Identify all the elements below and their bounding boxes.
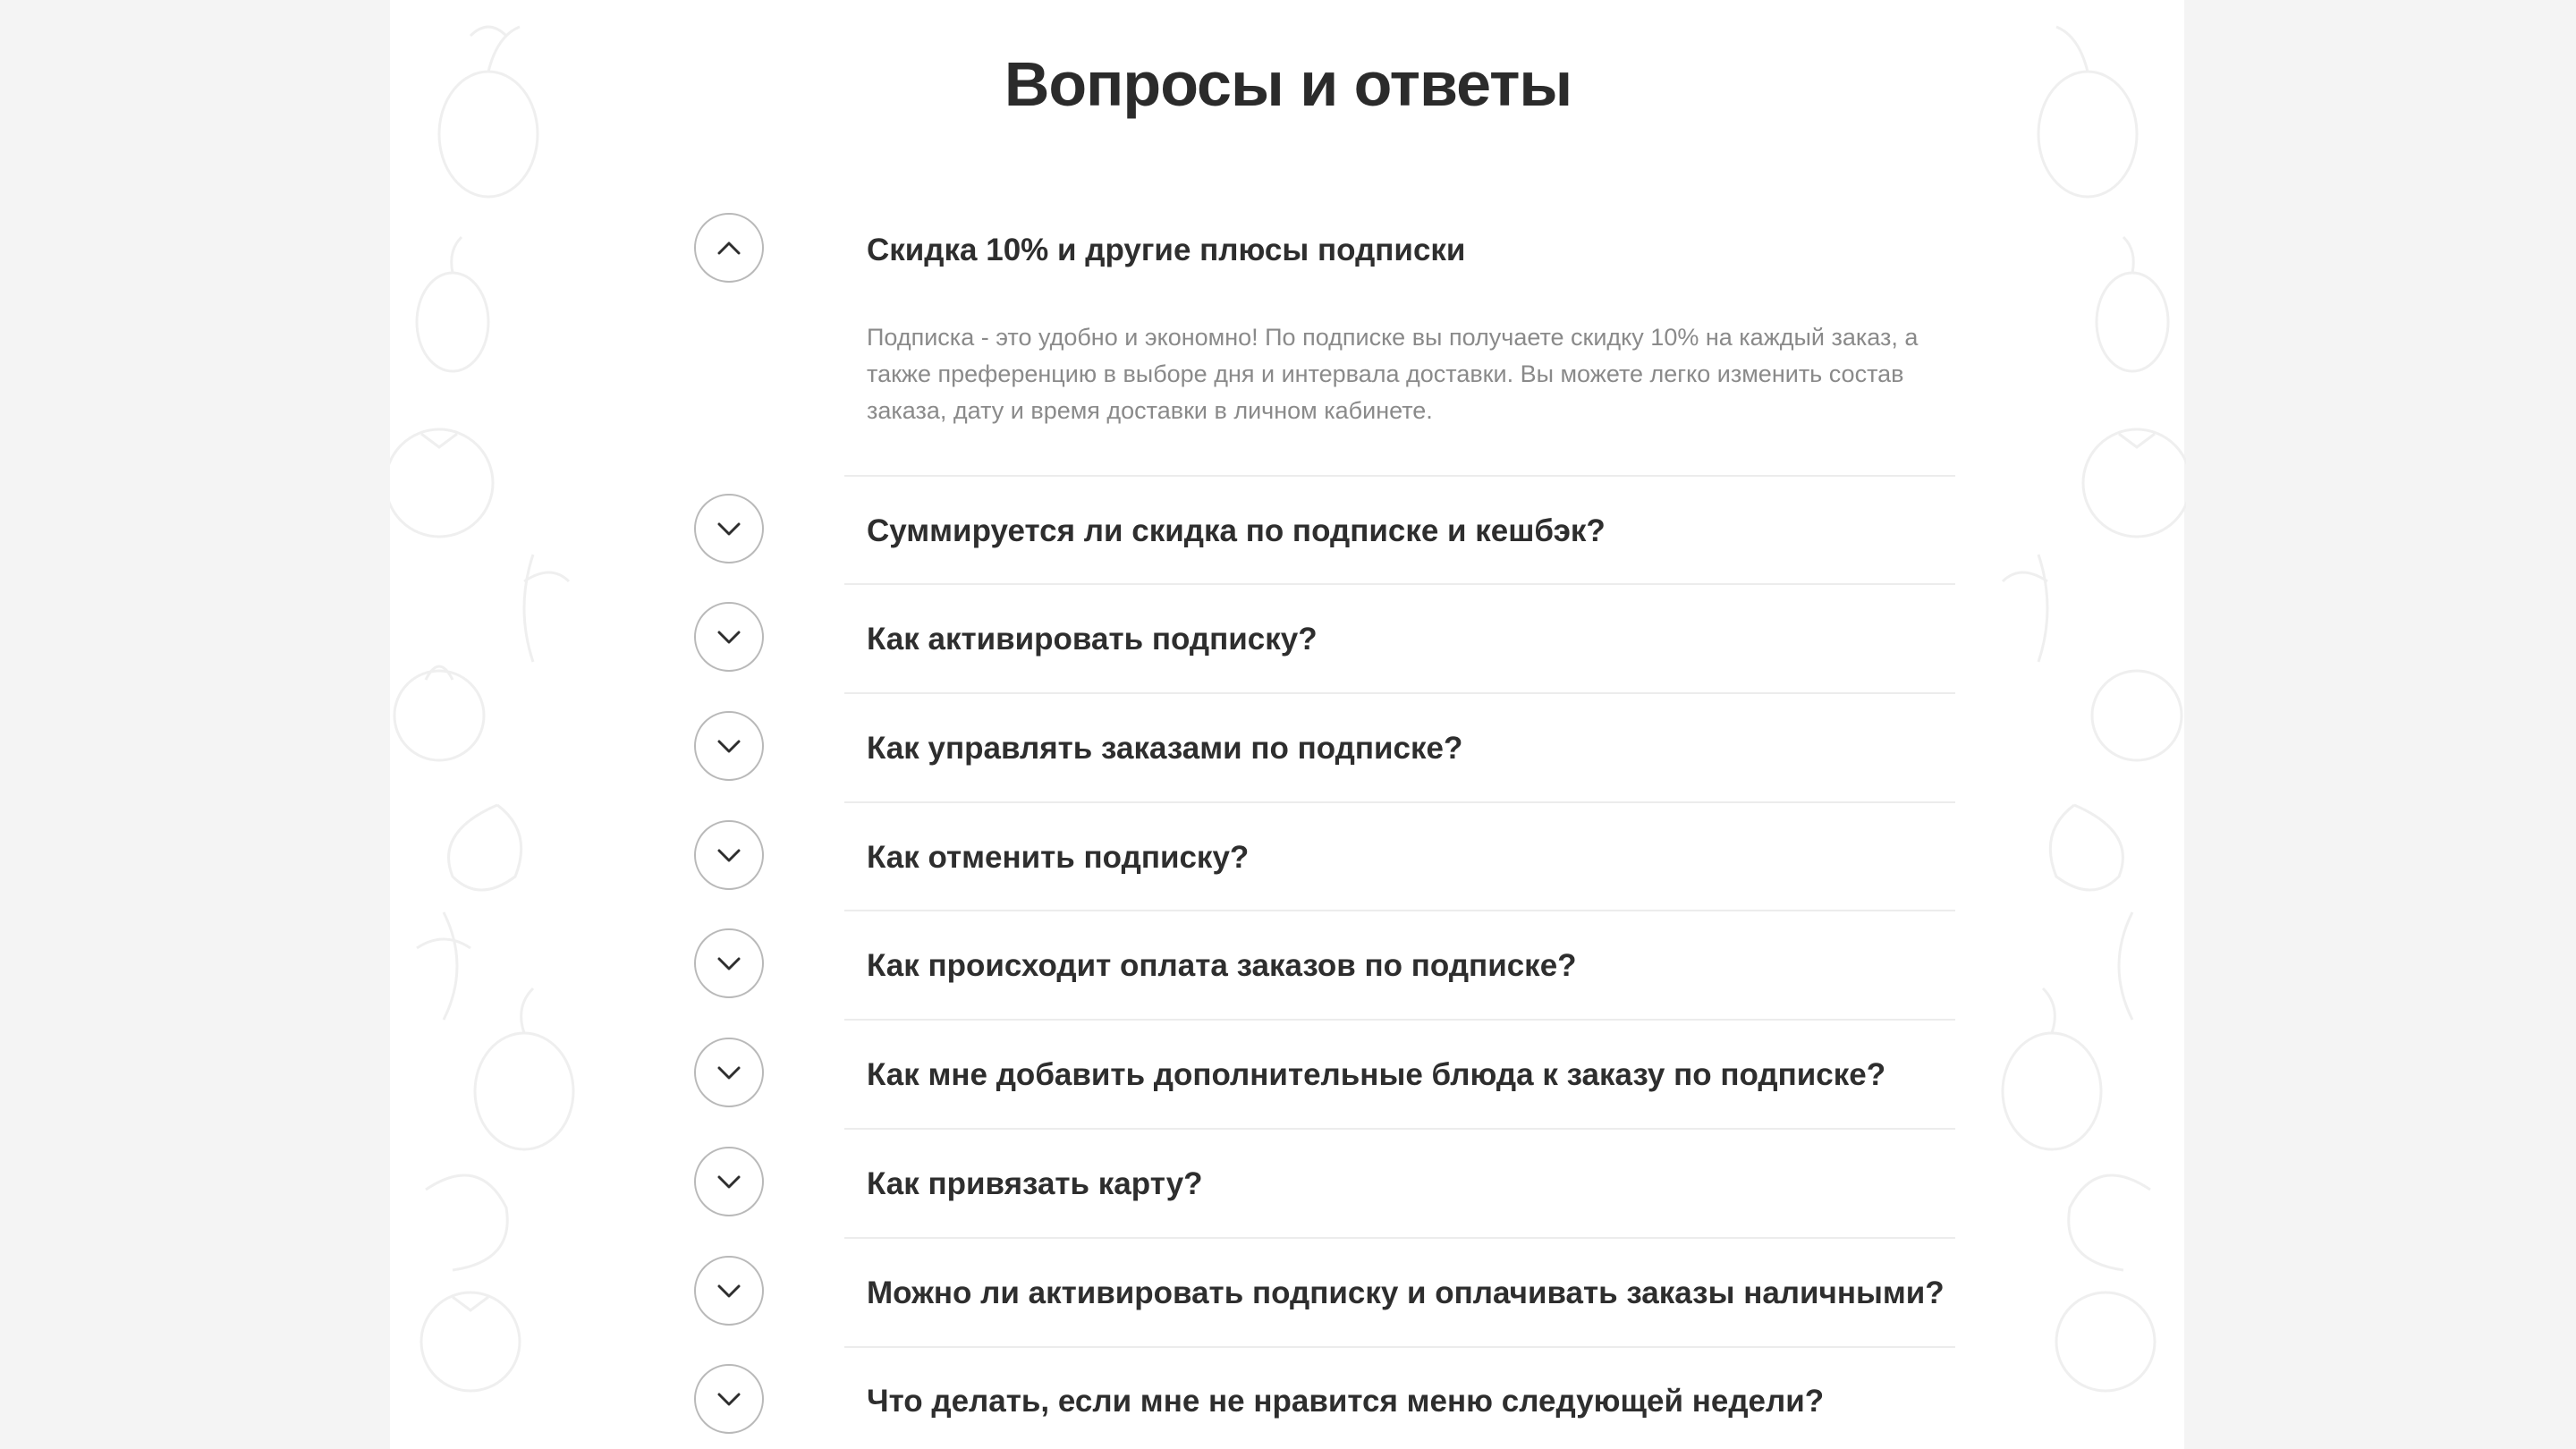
faq-divider [844, 475, 1955, 477]
faq-question[interactable]: Как отменить подписку? [867, 840, 1250, 875]
chevron-down-icon [717, 739, 741, 753]
chevron-down-icon [717, 848, 741, 862]
faq-answer: Подписка - это удобно и экономно! По подписке вы получаете скидку 10% на каждый заказ, а также преференцию в выборе дня и интервала доставки. Вы можете легко изменить состав заказа, дату и время доставки в личном кабинете. [867, 324, 1919, 424]
left-vegetable-pattern [390, 0, 591, 1449]
faq-toggle-button[interactable] [694, 494, 764, 564]
vegetable-pattern-icon [1985, 0, 2186, 1449]
faq-divider [844, 692, 1955, 694]
faq-toggle-button[interactable] [694, 820, 764, 890]
left-margin [0, 0, 390, 1449]
faq-toggle-button[interactable] [694, 213, 764, 283]
faq-question[interactable]: Как привязать карту? [867, 1166, 1203, 1201]
faq-toggle-button[interactable] [694, 711, 764, 781]
chevron-down-icon [717, 521, 741, 536]
faq-question[interactable]: Скидка 10% и другие плюсы подписки [867, 233, 1466, 267]
page-title: Вопросы и ответы [1004, 49, 1572, 119]
right-margin [2184, 0, 2576, 1449]
faq-toggle-button[interactable] [694, 1147, 764, 1216]
faq-divider [844, 910, 1955, 911]
chevron-down-icon [717, 1392, 741, 1406]
faq-divider [844, 801, 1955, 803]
right-vegetable-pattern [1985, 0, 2186, 1449]
faq-question[interactable]: Что делать, если мне не нравится меню следующей недели? [867, 1384, 1825, 1419]
faq-question[interactable]: Как мне добавить дополнительные блюда к заказу по подписке? [867, 1057, 1886, 1092]
chevron-down-icon [717, 1284, 741, 1298]
faq-question[interactable]: Суммируется ли скидка по подписке и кешбэк? [867, 513, 1606, 548]
faq-toggle-button[interactable] [694, 602, 764, 672]
faq-divider [844, 1019, 1955, 1021]
faq-divider [844, 1237, 1955, 1239]
faq-question[interactable]: Как управлять заказами по подписке? [867, 731, 1463, 766]
faq-divider [844, 583, 1955, 585]
faq-toggle-button[interactable] [694, 928, 764, 998]
faq-question[interactable]: Как активировать подписку? [867, 622, 1318, 657]
chevron-down-icon [717, 956, 741, 970]
faq-toggle-button[interactable] [694, 1038, 764, 1107]
faq-divider [844, 1346, 1955, 1348]
chevron-down-icon [717, 1174, 741, 1189]
chevron-up-icon [717, 241, 741, 255]
chevron-down-icon [717, 630, 741, 644]
faq-toggle-button[interactable] [694, 1364, 764, 1434]
vegetable-pattern-icon [390, 0, 591, 1449]
faq-divider [844, 1128, 1955, 1130]
faq-question[interactable]: Как происходит оплата заказов по подписке? [867, 948, 1577, 983]
content-area [390, 0, 2184, 1449]
faq-question[interactable]: Можно ли активировать подписку и оплачивать заказы наличными? [867, 1275, 1945, 1310]
chevron-down-icon [717, 1065, 741, 1080]
faq-toggle-button[interactable] [694, 1256, 764, 1326]
